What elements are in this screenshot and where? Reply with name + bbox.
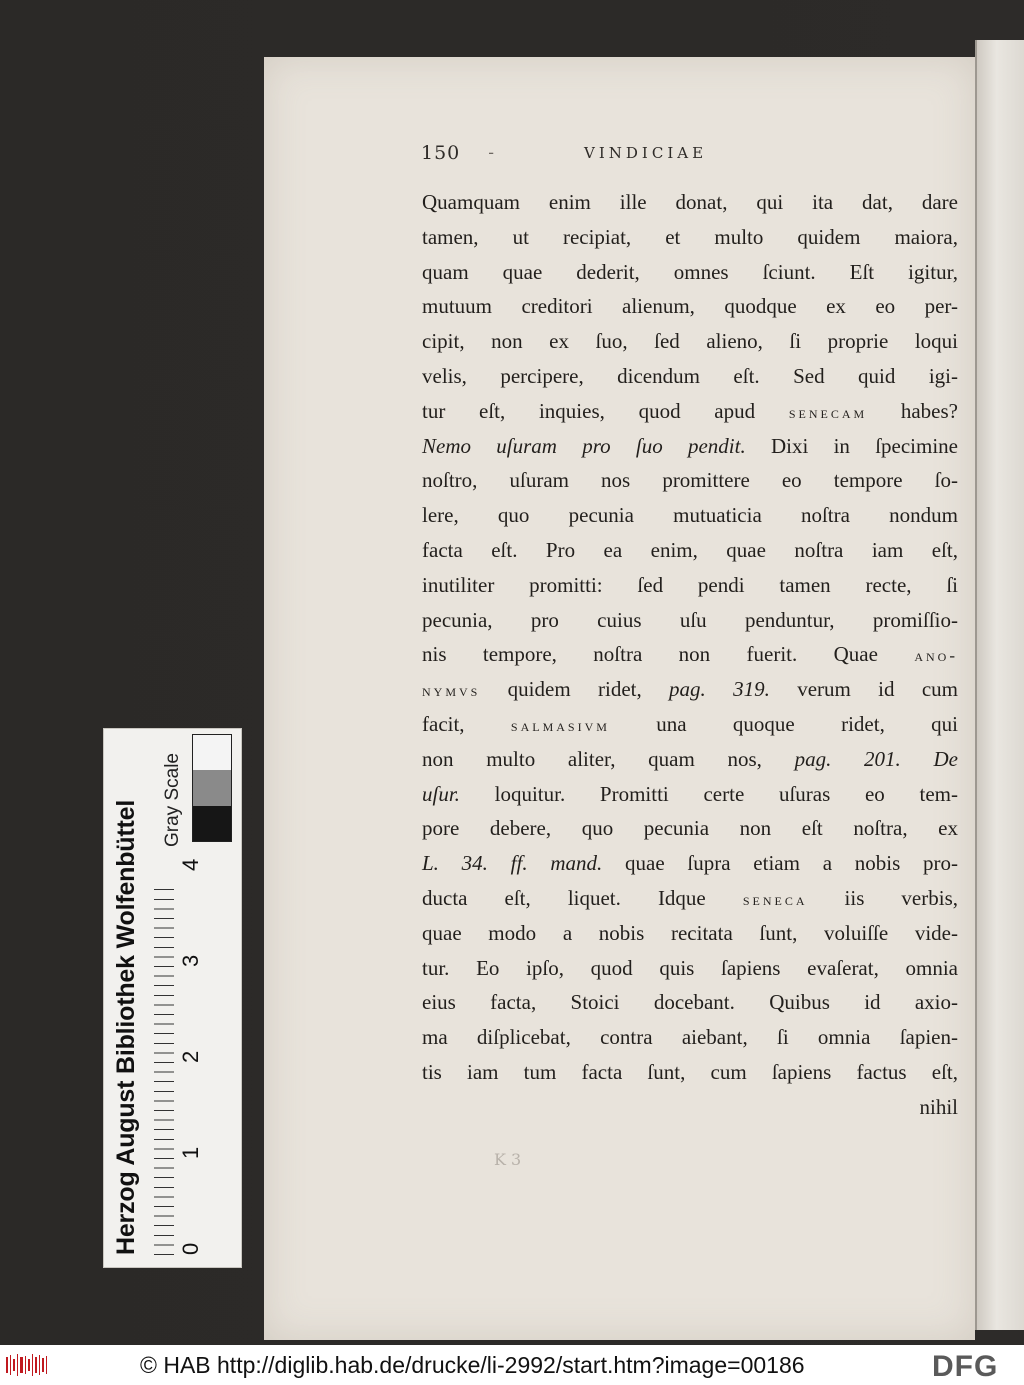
text-span: pecunia, pro cuius uſu penduntur, promiſſio-: [422, 607, 958, 632]
text-line: [422, 985, 958, 1020]
copyright-link[interactable]: © HAB http://diglib.hab.de/drucke/li-2992/start.htm?image=00186: [140, 1352, 805, 1378]
header-dash: -: [488, 143, 495, 163]
text-span: eius facta, Stoici docebant. Quibus id axio-: [422, 990, 958, 1015]
book-page: [264, 57, 975, 1340]
text-line: [422, 463, 958, 498]
text-span: loquitur. Promitti certe uſuras eo tem-: [459, 781, 958, 806]
text-span: facit,: [422, 711, 511, 736]
text-span: pore debere, quo pecunia non eſt noſtra, ex: [422, 816, 958, 841]
text-span: non multo aliter, quam nos,: [422, 746, 795, 771]
text-line: [422, 916, 958, 951]
small-caps-name: senecam: [788, 402, 868, 422]
ruler-tick-number: 3: [178, 954, 203, 967]
text-line: [422, 1055, 958, 1090]
text-span: Quamquam enim ille donat, qui ita dat, dare: [422, 190, 958, 214]
text-span: verum id cum: [769, 677, 958, 702]
italic-text: pag. 201. De: [794, 746, 958, 771]
text-line: [422, 533, 958, 568]
text-span: iis verbis,: [807, 885, 958, 910]
ruler-tick-numbers: [178, 855, 208, 1255]
svg-text:DFG: DFG: [932, 1351, 999, 1379]
text-line: [422, 846, 958, 881]
text-span: quae ſupra etiam a nobis pro-: [602, 851, 959, 876]
text-span: lere, quo pecunia mutuaticia noſtra nondum: [422, 503, 958, 528]
gray-swatches: [192, 734, 232, 842]
text-span: ducta eſt, liquet. Idque: [422, 885, 743, 910]
italic-text: uſur.: [422, 781, 460, 806]
ruler-tick-number: 2: [178, 1050, 203, 1063]
small-caps-name: salmasivm: [510, 715, 610, 735]
text-span: quidem ridet,: [480, 677, 670, 702]
text-line: [422, 811, 958, 846]
text-line: [422, 742, 958, 777]
ruler-tick-number: 0: [178, 1242, 203, 1255]
text-line: [422, 255, 958, 290]
institution-name: Herzog August Bibliothek Wolfenbüttel: [112, 799, 140, 1255]
small-caps-name: nymvs: [422, 681, 481, 701]
ruler-rotated: [104, 729, 241, 1267]
running-title: VINDICIAE: [584, 144, 708, 162]
signature-mark: K 3: [494, 1150, 522, 1169]
text-span: quae modo a nobis recitata ſunt, voluiſſe vide-: [422, 920, 958, 945]
page-number: 150: [421, 142, 461, 164]
text-line: [422, 498, 958, 533]
text-line: [422, 672, 958, 707]
text-span: tis iam tum facta ſunt, cum ſapiens factus eſt,: [422, 1059, 958, 1084]
text-span: noſtro, uſuram nos promittere eo tempore ſo-: [422, 468, 958, 493]
text-line: [422, 289, 958, 324]
text-span: nis tempore, noſtra non fuerit. Quae: [422, 642, 915, 667]
text-span: cipit, non ex ſuo, ſed alieno, ſi proprie loqui: [422, 329, 958, 354]
gray-swatch: [193, 806, 231, 841]
italic-text: pag. 319.: [669, 677, 770, 702]
text-span: facta eſt. Pro ea enim, quae noſtra iam eſt,: [422, 537, 958, 562]
text-line: [422, 324, 958, 359]
text-line: [422, 707, 958, 742]
text-line: [422, 429, 958, 464]
text-span: ma diſplicebat, contra aiebant, ſi omnia ſapien-: [422, 1025, 958, 1050]
body-text: [422, 185, 958, 1125]
text-line: [422, 220, 958, 255]
dfg-logo: [932, 1351, 1018, 1379]
text-span: nihil: [919, 1094, 958, 1119]
footer-bar: [0, 1345, 1024, 1385]
text-line: [422, 637, 958, 672]
ruler-tick-number: 4: [178, 858, 203, 871]
ruler-ticks: [154, 885, 174, 1255]
gray-scale-label: Gray Scale: [162, 753, 183, 847]
text-line: [422, 603, 958, 638]
text-span: tur. Eo ipſo, quod quis ſapiens evaſerat, omnia: [422, 955, 958, 980]
text-span: tur eſt, inquies, quod apud: [422, 398, 789, 423]
text-span: habes?: [867, 398, 958, 423]
text-span: quam quae dederit, omnes ſciunt. Eſt igitur,: [422, 259, 958, 284]
page-header: [421, 140, 941, 166]
text-line: [422, 359, 958, 394]
text-span: Dixi in ſpecimine: [745, 433, 958, 458]
text-line: [422, 394, 958, 429]
text-line: [422, 777, 958, 812]
text-line: [422, 185, 958, 220]
small-caps-name: seneca: [742, 889, 808, 909]
text-line: [422, 951, 958, 986]
text-line: [422, 1020, 958, 1055]
ruler-tick-number: 1: [178, 1146, 203, 1159]
text-span: una quoque ridet, qui: [609, 711, 958, 736]
text-span: tamen, ut recipiat, et multo quidem maiora,: [422, 224, 958, 249]
text-line: [422, 881, 958, 916]
gray-swatch: [193, 770, 231, 805]
text-span: mutuum creditori alienum, quodque ex eo per-: [422, 294, 958, 319]
text-line: [422, 568, 958, 603]
adjacent-page-edge: [975, 40, 1024, 1330]
gray-swatch: [193, 735, 231, 770]
italic-text: Nemo uſuram pro ſuo pendit.: [422, 433, 746, 458]
gray-scale-ruler: [103, 728, 242, 1268]
barcode-icon: [6, 1353, 48, 1377]
text-span: velis, percipere, dicendum eſt. Sed quid igi-: [422, 363, 958, 388]
small-caps-name: ano-: [914, 646, 958, 666]
text-span: inutiliter promitti: ſed pendi tamen recte, ſi: [422, 572, 958, 597]
italic-text: L. 34. ff. mand.: [422, 851, 603, 876]
text-line: [422, 1090, 958, 1125]
